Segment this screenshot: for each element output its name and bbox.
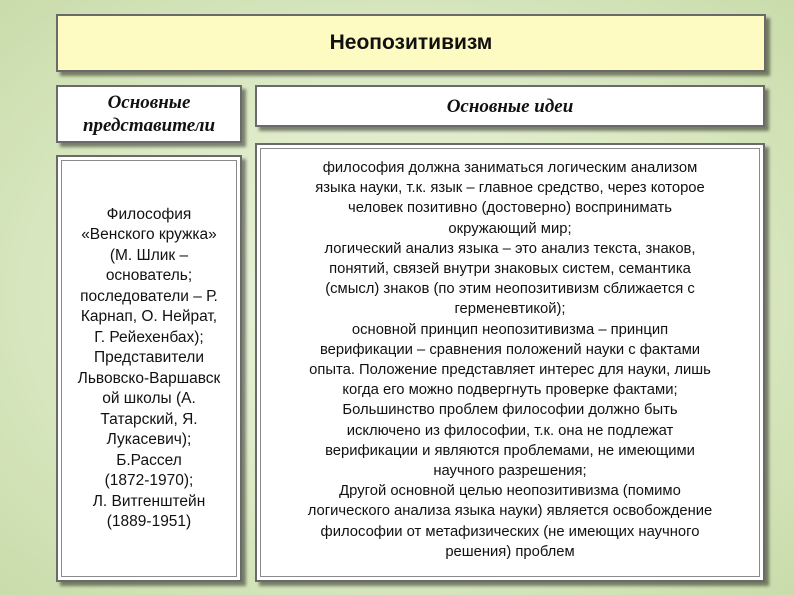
ideas-box — [255, 143, 765, 582]
representatives-header-label: Основные представители — [82, 92, 216, 136]
page-title: Неопозитивизм — [329, 31, 493, 54]
representatives-box — [56, 155, 242, 582]
ideas-header — [255, 85, 765, 127]
representatives-header — [56, 85, 242, 143]
title-box — [56, 14, 766, 72]
ideas-text: философия должна заниматься логическим анализом языка науки, т.к. язык – главное средство, через которое человек позитивно (достоверно) воспринимать окружающий мир; логический анализ языка – это анализ текста, знаков, понятий, связей внутри знаковых систем, семантика (смысл) знаков (по этим неопозитивизм сближается с герменевтикой); основной принцип неопозитивизма – принцип верификации – сравнения положений науки с фактами опыта. Положение представляет интерес для науки, лишь когда его можно подвергнуть проверке фактами; Большинство проблем философии должно быть исключено из философии, т.к. она не подлежат верификации и являются проблемами, не имеющими научного разрешения; Другой основной целью неопозитивизма (помимо логического анализа языка науки) является освобождение философии от метафизических (не имеющих научного решения) проблем — [307, 160, 713, 560]
representatives-text: Философия «Венского кружка» (М. Шлик – основатель; последователи – Р. Карнап, О. Нейрат, Г. Рейехенбах); Представители Львовско-Варшавск ой школы (А. Татарский, Я. Лукасевич); Б.Рассел (1872-1970); Л. Витгенштейн (1889-1951) — [77, 205, 221, 530]
ideas-header-label: Основные идеи — [446, 95, 574, 117]
